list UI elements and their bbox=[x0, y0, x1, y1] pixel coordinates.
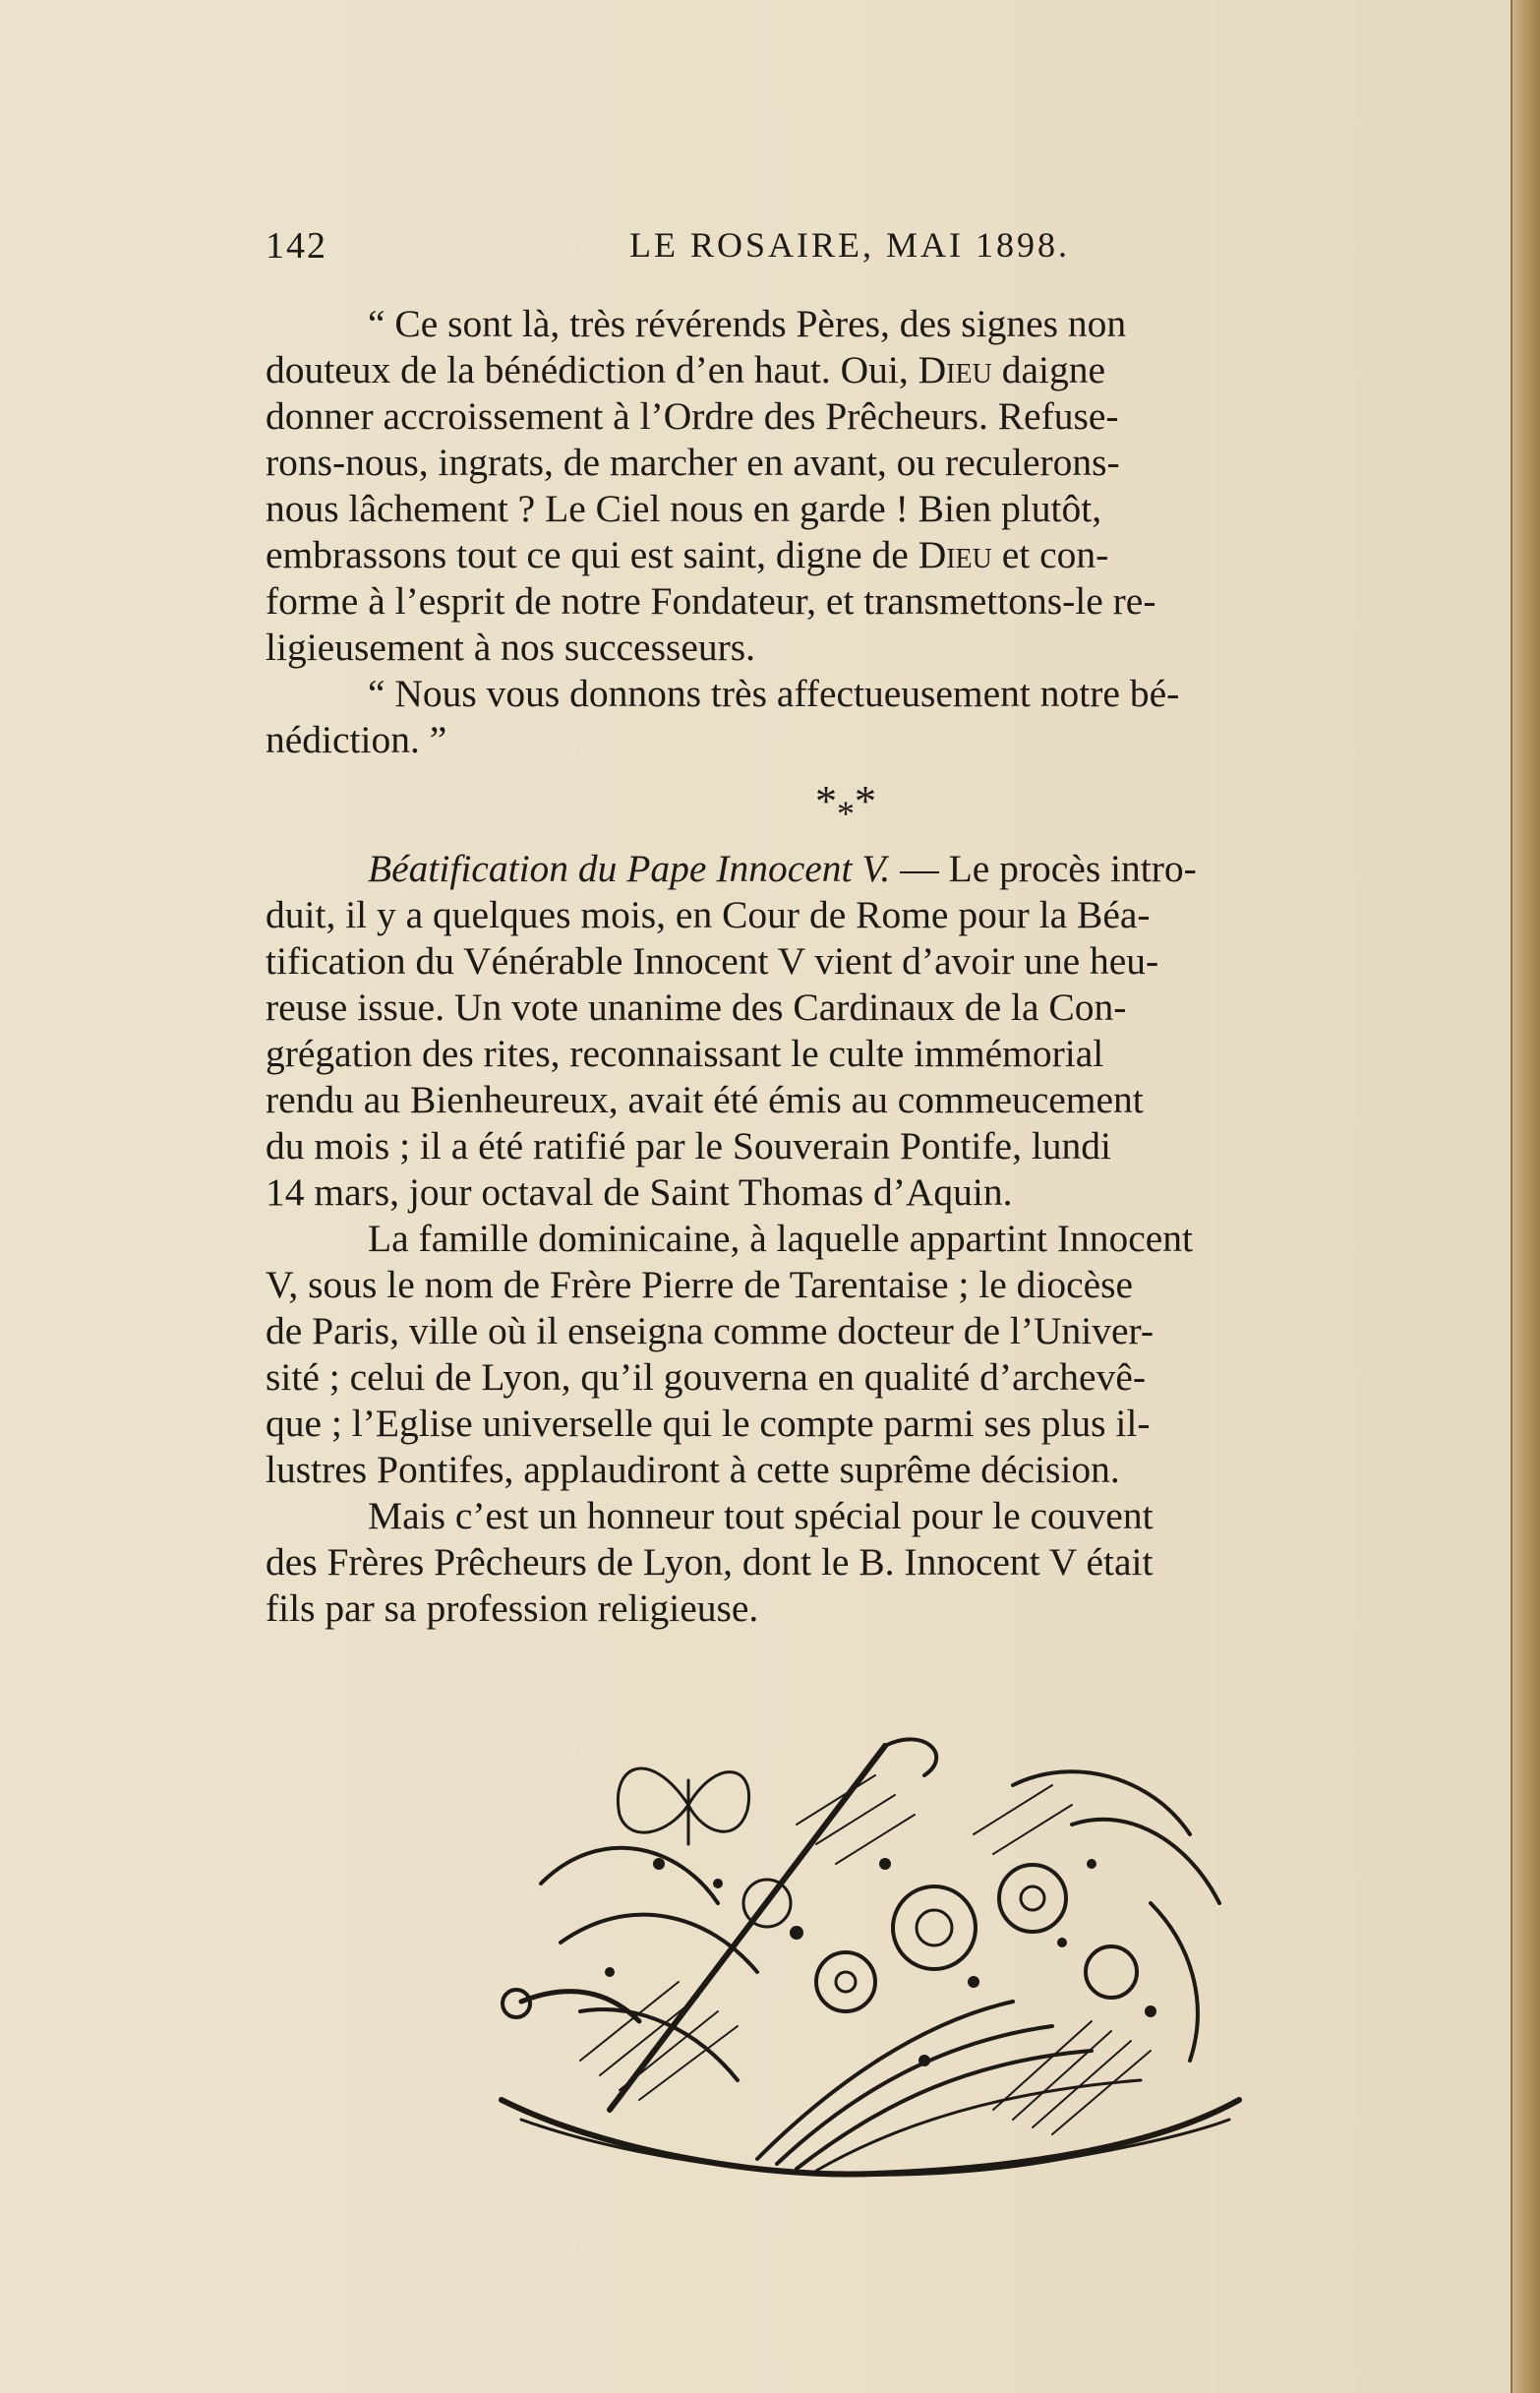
text-line: nous lâchement ? Le Ciel nous en garde ! Bien plutôt, bbox=[266, 487, 1102, 530]
text-fragment: douteux de la bénédiction d’en haut. Oui, bbox=[266, 348, 918, 391]
engraved-floral-vignette-icon bbox=[462, 1687, 1269, 2198]
text-line: rendu au Bienheureux, avait été émis au commeucement bbox=[266, 1078, 1144, 1121]
text-line: nédiction. ” bbox=[266, 718, 447, 761]
text-fragment: daigne bbox=[991, 348, 1105, 391]
asterisk-icon: * bbox=[815, 777, 837, 825]
text-line: sité ; celui de Lyon, qu’il gouverna en qualité d’archevê- bbox=[266, 1355, 1146, 1399]
section-title: Béatification du Pape Innocent V. bbox=[368, 847, 891, 890]
text-line: forme à l’esprit de notre Fondateur, et transmettons-le re- bbox=[266, 579, 1156, 623]
asterisk-icon: * bbox=[837, 794, 855, 833]
text-fragment: et con- bbox=[991, 533, 1109, 576]
text-line: 14 mars, jour octaval de Saint Thomas d’Aquin. bbox=[266, 1170, 1013, 1214]
page-number: 142 bbox=[266, 225, 327, 267]
text-line: des Frères Prêcheurs de Lyon, dont le B. Innocent V était bbox=[266, 1540, 1154, 1584]
small-caps-word: Dieu bbox=[918, 348, 992, 391]
text-line: La famille dominicaine, à laquelle appartint Innocent bbox=[368, 1217, 1194, 1260]
text-line: Mais c’est un honneur tout spécial pour le couvent bbox=[368, 1494, 1154, 1537]
text-line bbox=[266, 347, 1426, 393]
text-line: tification du Vénérable Innocent V vient d’avoir une heu- bbox=[266, 939, 1159, 983]
book-spine-edge bbox=[1510, 0, 1540, 2393]
asterisk-icon: * bbox=[855, 777, 876, 825]
text-line: rons-nous, ingrats, de marcher en avant, ou reculerons- bbox=[266, 441, 1120, 484]
text-line: lustres Pontifes, applaudiront à cette suprême décision. bbox=[266, 1448, 1120, 1491]
text-fragment: embrassons tout ce qui est saint, digne de bbox=[266, 533, 918, 576]
running-title: LE ROSAIRE, MAI 1898. bbox=[629, 225, 1070, 265]
text-fragment: — Le procès intro- bbox=[890, 847, 1197, 890]
text-line: V, sous le nom de Frère Pierre de Tarentaise ; le diocèse bbox=[266, 1263, 1134, 1306]
body-text bbox=[266, 301, 1426, 1632]
text-line: fils par sa profession religieuse. bbox=[266, 1586, 759, 1630]
text-line bbox=[266, 846, 1426, 892]
page-header bbox=[266, 224, 1387, 283]
text-line: de Paris, ville où il enseigna comme docteur de l’Univer- bbox=[266, 1309, 1155, 1352]
text-line: que ; l’Eglise universelle qui le compte parmi ses plus il- bbox=[266, 1402, 1151, 1445]
text-line bbox=[266, 532, 1426, 578]
small-caps-word: Dieu bbox=[918, 533, 992, 576]
text-line: duit, il y a quelques mois, en Cour de Rome pour la Béa- bbox=[266, 893, 1151, 936]
text-line: “ Ce sont là, très révérends Pères, des signes non bbox=[368, 302, 1127, 345]
text-line: du mois ; il a été ratifié par le Souverain Pontife, lundi bbox=[266, 1124, 1112, 1167]
text-line: reuse issue. Un vote unanime des Cardinaux de la Con- bbox=[266, 986, 1127, 1029]
text-line: grégation des rites, reconnaissant le culte immémorial bbox=[266, 1032, 1104, 1075]
text-line: “ Nous vous donnons très affectueusement notre bé- bbox=[368, 672, 1180, 715]
asterism-separator bbox=[266, 777, 1426, 833]
text-line: donner accroissement à l’Ordre des Prêcheurs. Refuse- bbox=[266, 394, 1119, 438]
text-line: ligieusement à nos successeurs. bbox=[266, 626, 756, 669]
